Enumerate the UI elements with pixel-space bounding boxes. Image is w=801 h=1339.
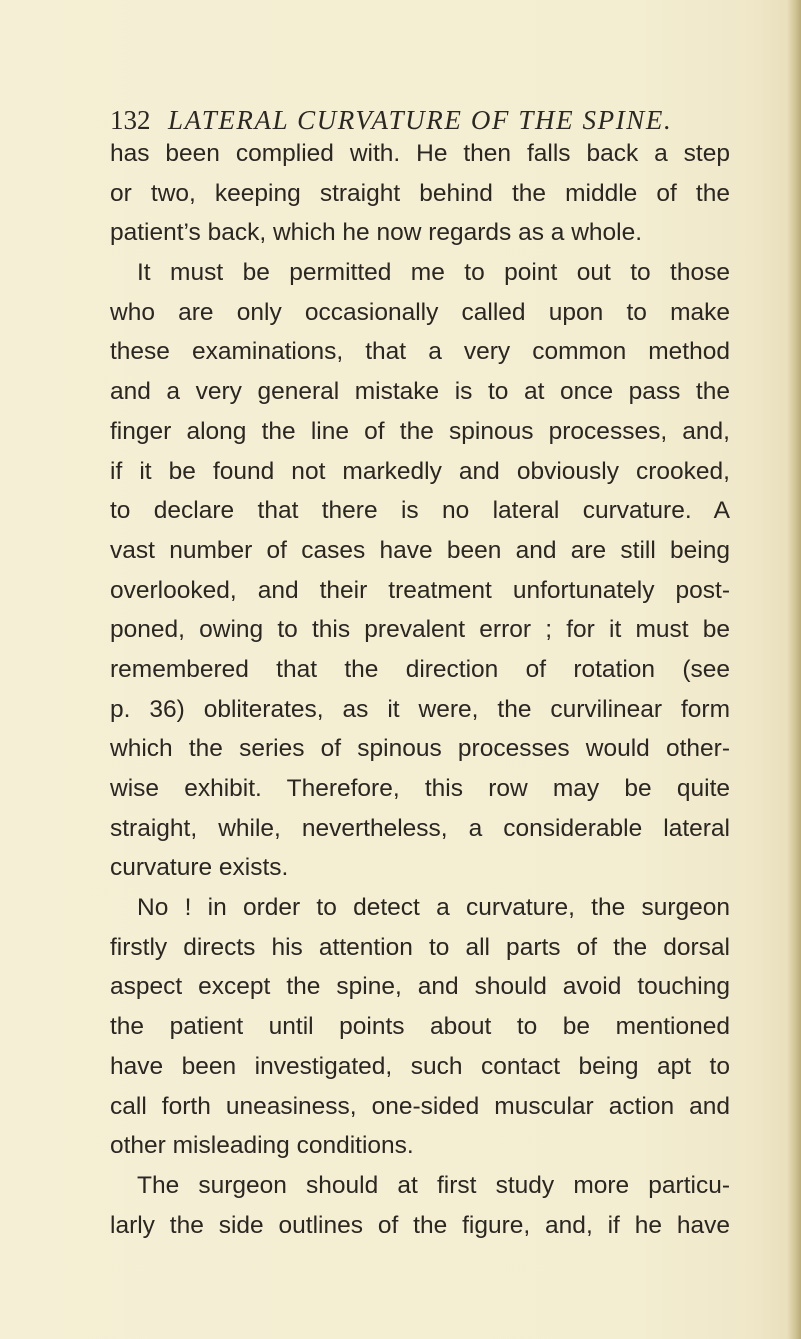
- text-line: No ! in order to detect a curvature, the surgeon: [137, 894, 730, 922]
- text-line: remembered that the direction of rotation (see: [110, 655, 730, 683]
- text-line: wise exhibit. Therefore, this row may be quite: [110, 775, 730, 802]
- text-line: other misleading conditions.: [110, 1132, 414, 1160]
- text-line: if it be found not markedly and obviously crooked,: [110, 457, 730, 485]
- text-line: curvature exists.: [110, 854, 289, 882]
- page-edge-shadow: [787, 0, 801, 1339]
- text-line: to declare that there is no lateral curvature. A: [110, 497, 730, 525]
- text-line: which the series of spinous processes would other-: [110, 735, 730, 763]
- text-line: overlooked, and their treatment unfortunately post-: [110, 576, 730, 604]
- text-line: has been complied with. He then falls back a step: [110, 140, 730, 167]
- text-line: vast number of cases have been and are still being: [110, 536, 730, 564]
- page-number: 132: [110, 105, 151, 135]
- text-line: p. 36) obliterates, as it were, the curvilinear form: [110, 695, 730, 723]
- text-line: The surgeon should at first study more particu-: [137, 1171, 730, 1199]
- text-line: finger along the line of the spinous processes, and,: [110, 417, 730, 445]
- text-line: or two, keeping straight behind the middle of the: [110, 179, 730, 207]
- text-line: the patient until points about to be mentioned: [110, 1013, 730, 1041]
- text-line: larly the side outlines of the figure, and, if he have: [110, 1211, 730, 1239]
- text-line: these examinations, that a very common method: [110, 338, 730, 366]
- text-line: patient’s back, which he now regards as a whole.: [110, 219, 643, 247]
- text-line: aspect except the spine, and should avoid touching: [110, 973, 730, 1001]
- text-line: call forth uneasiness, one-sided muscular action and: [110, 1092, 730, 1120]
- text-line: and a very general mistake is to at once pass the: [110, 378, 730, 406]
- text-line: It must be permitted me to point out to those: [137, 259, 730, 287]
- text-line: firstly directs his attention to all parts of the dorsal: [110, 933, 730, 961]
- text-line: who are only occasionally called upon to make: [110, 298, 730, 326]
- text-line: have been investigated, such contact being apt to: [110, 1052, 730, 1080]
- text-line: poned, owing to this prevalent error ; for it must be: [110, 616, 730, 644]
- running-title: LATERAL CURVATURE OF THE SPINE.: [168, 105, 673, 135]
- text-line: straight, while, nevertheless, a considerable lateral: [110, 814, 730, 842]
- body-text: [110, 134, 730, 1245]
